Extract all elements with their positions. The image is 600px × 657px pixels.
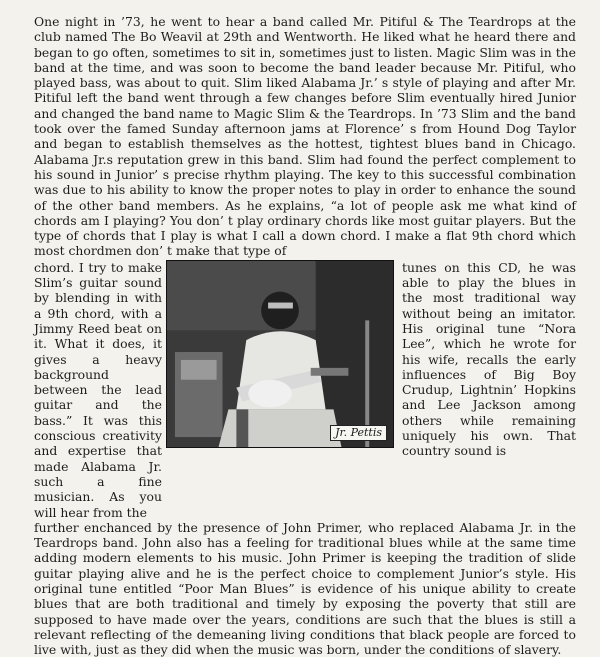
right-column-text: tunes on this CD, he was able to play the blues in the most traditional way without being an imitator. His original tune “Nora Lee”, which he wrote for his wife, recalls the early influences of Big Boy Crudup, Lightnin’ Hopkins and Lee Jackson among others while remaining uniquely his own. That country sound is: [402, 259, 576, 459]
left-column-text: chord. I try to make Slim’s guitar sound by blending in with a 9th chord, with a Jimmy Reed beat on it. What it does, it gives a heavy background between the lead guitar and the bass.” It was this conscious creativity and expertise that made Alabama Jr. such a fine musician. As you will hear from the: [34, 259, 162, 520]
three-column-row: [34, 260, 576, 520]
body-text-top: One night in ’73, he went to hear a band called Mr. Pitiful & The Teardrops at the club named The Bo Weavil at 29th and Wentworth. He liked what he heard there and began to go often, sometimes to sit in, sometimes just to listen. Magic Slim was in the band at the time, and was soon to become the band leader because Mr. Pitiful, who played bass, was about to quit. Slim liked Alabama Jr.’ s style of playing and after Mr. Pitiful left the band went through a few changes before Slim eventually hired Junior and changed the band name to Magic Slim & the Teardrops. In ’73 Slim and the band took over the famed Sunday afternoon jams at Florence’ s from Hound Dog Taylor and began to establish themselves as the hottest, tightest blues band in Chicago. Alabama Jr.s reputation grew in this band. Slim had found the perfect complement to his sound in Junior’ s precise rhythm playing. The key to this successful combination was due to his ability to know the proper notes to play in order to enhance the sound of the other band members. As he explains, “a lot of people ask me what kind of chords am I playing? You don’ t play ordinary chords like most guitar players. But the type of chords that I play is what I call a down chord. I make a flat 9th chord which most chordmen don’ t make that type of: [34, 14, 576, 259]
body-text-bottom: further enchanced by the presence of John Primer, who replaced Alabama Jr. in the Teardrops band. John also has a feeling for traditional blues while at the same time adding modern elements to his music. John Primer is keeping the tradition of slide guitar playing alive and he is the perfect choice to complement Junior’s style. His original tune entitled “Poor Man Blues” is evidence of his unique ability to create blues that are both traditional and timely by exposing the poverty that still are supposed to have made over the years, conditions are such that the blues is still a relevant reflecting of the demeaning living conditions that black people are forced to live with, just as they did when the music was born, under the conditions of slavery.: [34, 519, 576, 657]
photo-caption: Jr. Pettis: [330, 425, 387, 441]
photo-illustration: [167, 261, 393, 447]
photo-jr-pettis: [166, 260, 394, 448]
photo-wrap-section: [34, 260, 576, 520]
